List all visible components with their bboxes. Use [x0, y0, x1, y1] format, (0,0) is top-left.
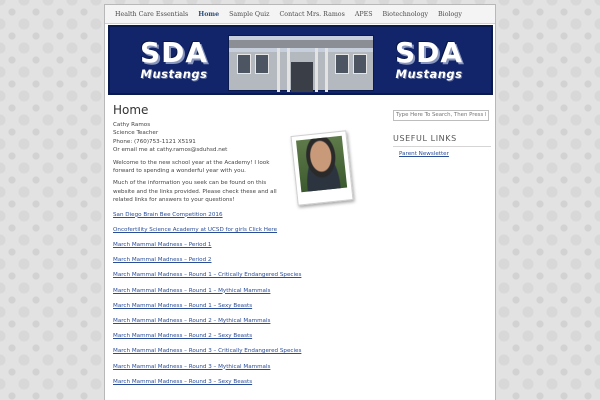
- link-mmm-r1-mythical[interactable]: March Mammal Madness – Round 1 – Mythical Mammals: [113, 287, 271, 294]
- sda-mustangs-logo-left: [126, 36, 222, 85]
- contact-role: Science Teacher: [113, 130, 159, 137]
- nav-item-biotechnology[interactable]: Biotechnology: [382, 10, 429, 18]
- nav-item-apes[interactable]: APES: [354, 10, 373, 18]
- header-banner[interactable]: [108, 25, 493, 95]
- link-oncofertility[interactable]: Oncofertility Science Academy at UCSD for girls Click Here: [113, 226, 278, 233]
- nav-item-home[interactable]: Home: [198, 10, 220, 18]
- link-mmm-r2-sexy-beasts[interactable]: March Mammal Madness – Round 2 – Sexy Beasts: [113, 333, 253, 340]
- link-mmm-r3-sexy-beasts[interactable]: March Mammal Madness – Round 3 – Sexy Beasts: [113, 378, 253, 385]
- info-paragraph: Much of the information you seek can be found on this website and the links provided. Please check these and all related links for answers to your questions!: [113, 180, 277, 204]
- nav-item-contact[interactable]: Contact Mrs. Ramos: [279, 10, 345, 18]
- link-list: [113, 211, 383, 393]
- logo-subtext: Mustangs: [140, 67, 208, 81]
- link-mmm-period-1[interactable]: March Mammal Madness – Period 1: [113, 242, 212, 249]
- logo-subtext: Mustangs: [395, 67, 463, 81]
- parent-newsletter-link[interactable]: Parent Newsletter: [399, 150, 449, 157]
- link-mmm-r3-mythical[interactable]: March Mammal Madness – Round 3 – Mythical Mammals: [113, 363, 271, 370]
- teacher-photo-image: [296, 136, 347, 193]
- welcome-paragraph: Welcome to the new school year at the Academy! I look forward to spending a wonderful year with you.: [113, 159, 270, 175]
- nav-item-biology[interactable]: Biology: [438, 10, 462, 18]
- link-mmm-r2-mythical[interactable]: March Mammal Madness – Round 2 – Mythical Mammals: [113, 317, 271, 324]
- nav-item-sample-quiz[interactable]: Sample Quiz: [229, 10, 270, 18]
- contact-name: Cathy Ramos: [113, 122, 151, 128]
- teacher-photo: [290, 130, 353, 205]
- link-brain-bee[interactable]: San Diego Brain Bee Competition 2016: [113, 211, 223, 218]
- top-nav: [105, 5, 495, 24]
- link-mmm-r1-sexy-beasts[interactable]: March Mammal Madness – Round 1 – Sexy Beasts: [113, 302, 253, 309]
- useful-links-heading: USEFUL LINKS: [393, 134, 491, 147]
- contact-email: Or email me at cathy.ramos@sduhsd.net: [113, 147, 228, 154]
- page-container: [104, 4, 496, 400]
- link-mmm-r1-endangered[interactable]: March Mammal Madness – Round 1 – Critically Endangered Species: [113, 272, 302, 279]
- link-mmm-r3-endangered[interactable]: March Mammal Madness – Round 3 – Critically Endangered Species: [113, 348, 302, 355]
- contact-phone: Phone: (760)753-1121 X5191: [113, 138, 196, 145]
- school-building-image: [228, 35, 374, 91]
- page-title: Home: [113, 103, 149, 117]
- logo-text: SDA: [139, 36, 209, 69]
- sidebar: [393, 101, 491, 157]
- sda-mustangs-logo-right: [381, 36, 477, 85]
- link-mmm-period-2[interactable]: March Mammal Madness – Period 2: [113, 257, 212, 264]
- search-input[interactable]: [393, 110, 489, 121]
- logo-text: SDA: [394, 36, 464, 69]
- main-content: [113, 101, 383, 400]
- nav-item-health-care-essentials[interactable]: Health Care Essentials: [115, 10, 189, 18]
